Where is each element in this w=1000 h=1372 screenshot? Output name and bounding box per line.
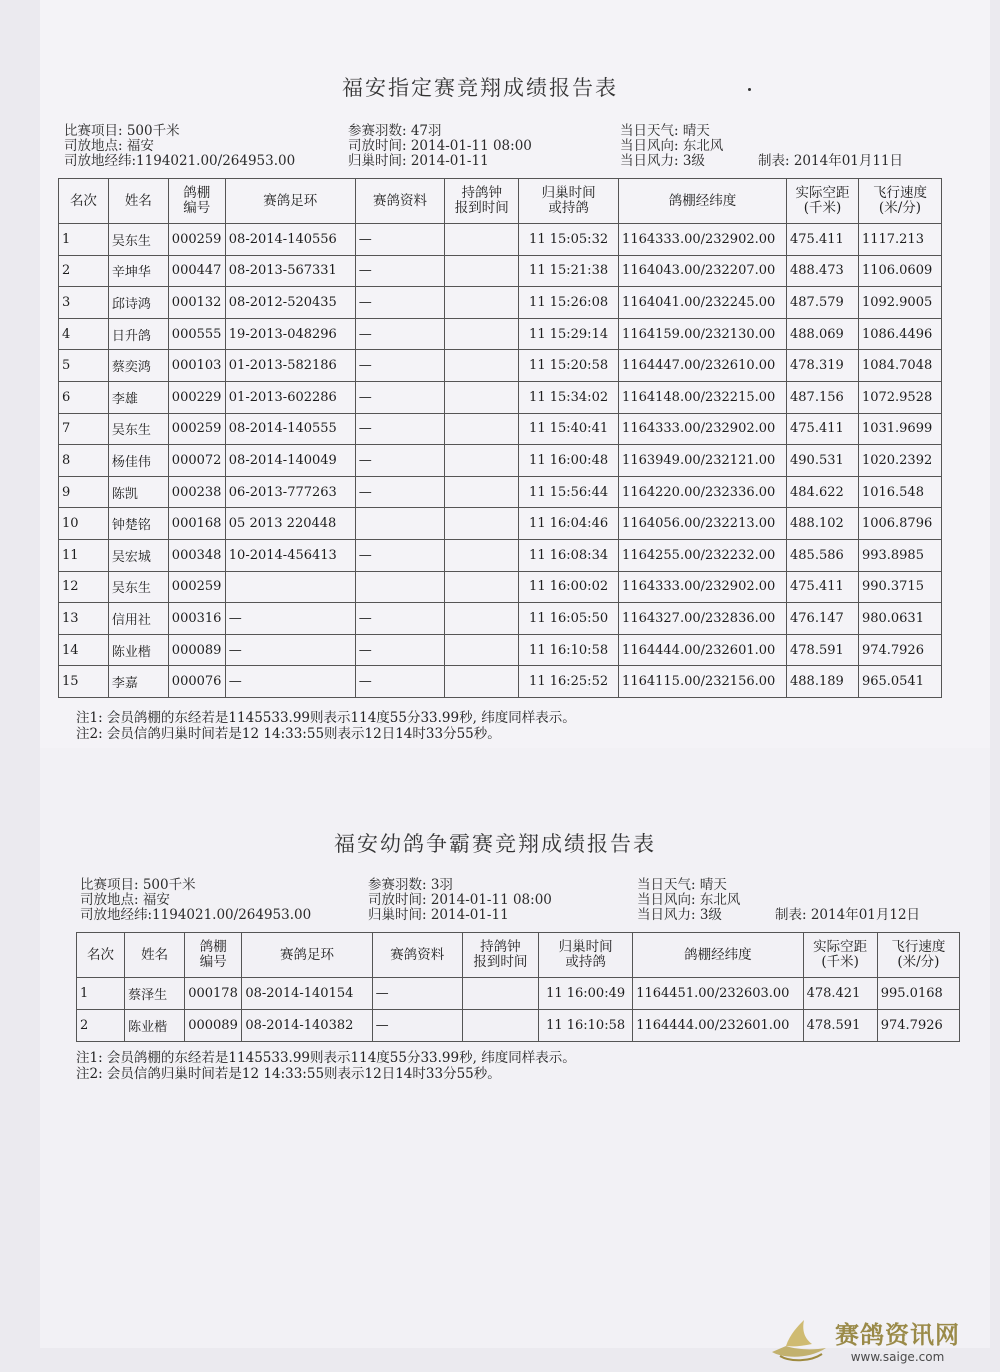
cell-pigeon-info: — — [355, 413, 445, 445]
cell-loft-coords: 1164255.00/232232.00 — [619, 539, 787, 571]
cell-speed: 1092.9005 — [858, 287, 941, 319]
cell-pigeon-info — [355, 571, 445, 603]
cell-ring-number: 08-2014-140154 — [242, 978, 372, 1010]
cell-loft-coords: 1164333.00/232902.00 — [619, 571, 787, 603]
table-row — [59, 666, 942, 698]
cell-distance: 478.421 — [803, 978, 877, 1010]
table-row — [59, 539, 942, 571]
cell-pigeon-info — [355, 508, 445, 540]
cell-ring-number: 10-2014-456413 — [225, 539, 355, 571]
cell-ring-number: — — [225, 666, 355, 698]
cell-distance: 490.531 — [787, 445, 859, 477]
header-loft-coords: 鸽棚经纬度 — [633, 933, 803, 978]
cell-rank: 12 — [59, 571, 109, 603]
cell-loft-number: 000103 — [168, 350, 225, 382]
race-item: 比赛项目: 500千米 — [64, 123, 180, 139]
entries: 参赛羽数: 47羽 — [348, 123, 442, 139]
cell-loft-coords: 1164043.00/232207.00 — [619, 255, 787, 287]
header-clock-time: 持鸽钟 报到时间 — [445, 179, 519, 224]
cell-speed: 974.7926 — [877, 1010, 959, 1042]
cell-clock-time — [445, 350, 519, 382]
cell-return-time: 11 15:29:14 — [519, 318, 619, 350]
cell-speed: 995.0168 — [877, 978, 959, 1010]
table-row — [59, 508, 942, 540]
release-time: 司放时间: 2014-01-11 08:00 — [368, 892, 552, 908]
header-name: 姓名 — [108, 179, 168, 224]
cell-pigeon-info: — — [355, 666, 445, 698]
cell-loft-coords: 1164451.00/232603.00 — [633, 978, 803, 1010]
cell-ring-number: 08-2014-140049 — [225, 445, 355, 477]
cell-return-time: 11 16:00:02 — [519, 571, 619, 603]
cell-loft-number: 000168 — [168, 508, 225, 540]
cell-ring-number: — — [225, 634, 355, 666]
cell-distance: 488.473 — [787, 255, 859, 287]
cell-ring-number: — — [225, 603, 355, 635]
cell-loft-coords: 1164220.00/232336.00 — [619, 476, 787, 508]
cell-ring-number: 05 2013 220448 — [225, 508, 355, 540]
table-row — [59, 255, 942, 287]
table-row — [77, 1010, 960, 1042]
cell-ring-number: 08-2014-140556 — [225, 224, 355, 256]
cell-distance: 475.411 — [787, 571, 859, 603]
header-pigeon-info: 赛鸽资料 — [355, 179, 445, 224]
cell-clock-time — [445, 508, 519, 540]
cell-name: 蔡泽生 — [125, 978, 185, 1010]
cell-pigeon-info: — — [355, 476, 445, 508]
cell-clock-time — [445, 445, 519, 477]
cell-clock-time — [445, 539, 519, 571]
cell-return-time: 11 15:05:32 — [519, 224, 619, 256]
cell-name: 吴东生 — [108, 224, 168, 256]
cell-loft-number: 000076 — [168, 666, 225, 698]
cell-speed: 1031.9699 — [858, 413, 941, 445]
table-row — [59, 445, 942, 477]
release-coords: 司放地经纬:1194021.00/264953.00 — [80, 907, 312, 923]
made-date: 制表: 2014年01月12日 — [775, 907, 921, 923]
cell-return-time: 11 15:21:38 — [519, 255, 619, 287]
header-speed: 飞行速度 (米/分) — [877, 933, 959, 978]
table-row — [59, 476, 942, 508]
cell-speed: 1106.0609 — [858, 255, 941, 287]
table-row — [59, 318, 942, 350]
cell-speed: 1006.8796 — [858, 508, 941, 540]
cell-rank: 2 — [77, 1010, 125, 1042]
cell-pigeon-info: — — [355, 255, 445, 287]
cell-clock-time — [445, 634, 519, 666]
wind-force: 当日风力: 3级 — [620, 153, 705, 169]
watermark-url: www.saige.com — [850, 1350, 945, 1364]
cell-rank: 11 — [59, 539, 109, 571]
cell-clock-time — [445, 476, 519, 508]
cell-loft-coords: 1164333.00/232902.00 — [619, 413, 787, 445]
cell-name: 陈业楷 — [125, 1010, 185, 1042]
cell-name: 李雄 — [108, 381, 168, 413]
cell-name: 杨佳伟 — [108, 445, 168, 477]
cell-rank: 1 — [77, 978, 125, 1010]
release-coords: 司放地经纬:1194021.00/264953.00 — [64, 153, 296, 169]
watermark — [835, 1315, 960, 1364]
cell-return-time: 11 16:10:58 — [539, 1010, 633, 1042]
cell-loft-coords: 1164327.00/232836.00 — [619, 603, 787, 635]
header-rank: 名次 — [77, 933, 125, 978]
cell-loft-number: 000555 — [168, 318, 225, 350]
cell-return-time: 11 15:56:44 — [519, 476, 619, 508]
note-1: 注1: 会员鸽棚的东经若是1145533.99则表示114度55分33.99秒, 纬度同样表示。 — [76, 710, 576, 726]
cell-pigeon-info: — — [372, 1010, 462, 1042]
note-1: 注1: 会员鸽棚的东经若是1145533.99则表示114度55分33.99秒, 纬度同样表示。 — [76, 1050, 576, 1066]
cell-pigeon-info: — — [355, 381, 445, 413]
cell-rank: 5 — [59, 350, 109, 382]
cell-name: 日升鸽 — [108, 318, 168, 350]
cell-distance: 484.622 — [787, 476, 859, 508]
cell-loft-coords: 1164159.00/232130.00 — [619, 318, 787, 350]
pigeon-logo-icon — [768, 1318, 830, 1366]
cell-name: 辛坤华 — [108, 255, 168, 287]
cell-ring-number: 06-2013-777263 — [225, 476, 355, 508]
note-2: 注2: 会员信鸽归巢时间若是12 14:33:55则表示12日14时33分55秒。 — [76, 1066, 501, 1082]
cell-loft-number: 000238 — [168, 476, 225, 508]
cell-loft-number: 000447 — [168, 255, 225, 287]
release-place: 司放地点: 福安 — [80, 892, 170, 908]
header-pigeon-info: 赛鸽资料 — [372, 933, 462, 978]
header-distance: 实际空距 (千米) — [787, 179, 859, 224]
cell-rank: 15 — [59, 666, 109, 698]
cell-speed: 980.0631 — [858, 603, 941, 635]
cell-distance: 478.591 — [787, 634, 859, 666]
cell-pigeon-info: — — [355, 350, 445, 382]
table-row — [59, 634, 942, 666]
table-row — [59, 287, 942, 319]
cell-name: 李嘉 — [108, 666, 168, 698]
cell-speed: 1016.548 — [858, 476, 941, 508]
cell-ring-number: 08-2012-520435 — [225, 287, 355, 319]
race-item: 比赛项目: 500千米 — [80, 877, 196, 893]
cell-distance: 476.147 — [787, 603, 859, 635]
cell-pigeon-info: — — [355, 445, 445, 477]
cell-loft-coords: 1164333.00/232902.00 — [619, 224, 787, 256]
cell-loft-coords: 1163949.00/232121.00 — [619, 445, 787, 477]
cell-rank: 7 — [59, 413, 109, 445]
release-time: 司放时间: 2014-01-11 08:00 — [348, 138, 532, 154]
cell-distance: 487.156 — [787, 381, 859, 413]
results-table — [76, 932, 960, 1042]
table-row — [59, 603, 942, 635]
cell-speed: 1086.4496 — [858, 318, 941, 350]
table-row — [59, 350, 942, 382]
return-time: 归巢时间: 2014-01-11 — [368, 907, 509, 923]
report-title: 福安指定赛竞翔成绩报告表 — [342, 76, 618, 100]
cell-name: 邱诗鸿 — [108, 287, 168, 319]
cell-clock-time — [445, 381, 519, 413]
cell-rank: 8 — [59, 445, 109, 477]
cell-return-time: 11 16:05:50 — [519, 603, 619, 635]
cell-distance: 488.069 — [787, 318, 859, 350]
cell-name: 陈业楷 — [108, 634, 168, 666]
weather: 当日天气: 晴天 — [620, 123, 710, 139]
cell-speed: 1117.213 — [858, 224, 941, 256]
header-ring-number: 赛鸽足环 — [242, 933, 372, 978]
release-place: 司放地点: 福安 — [64, 138, 154, 154]
cell-name: 钟楚铭 — [108, 508, 168, 540]
cell-loft-number: 000259 — [168, 224, 225, 256]
cell-speed: 1084.7048 — [858, 350, 941, 382]
cell-rank: 1 — [59, 224, 109, 256]
cell-return-time: 11 16:10:58 — [519, 634, 619, 666]
header-clock-time: 持鸽钟 报到时间 — [462, 933, 538, 978]
cell-ring-number: 01-2013-582186 — [225, 350, 355, 382]
speck — [748, 88, 751, 91]
cell-loft-coords: 1164056.00/232213.00 — [619, 508, 787, 540]
cell-return-time: 11 15:26:08 — [519, 287, 619, 319]
cell-clock-time — [445, 224, 519, 256]
cell-ring-number: 08-2014-140382 — [242, 1010, 372, 1042]
cell-loft-number: 000132 — [168, 287, 225, 319]
header-loft-coords: 鸽棚经纬度 — [619, 179, 787, 224]
table-header-row — [59, 179, 942, 224]
cell-name: 吴东生 — [108, 571, 168, 603]
cell-name: 信用社 — [108, 603, 168, 635]
made-date: 制表: 2014年01月11日 — [758, 153, 904, 169]
header-ring-number: 赛鸽足环 — [225, 179, 355, 224]
cell-loft-number: 000089 — [168, 634, 225, 666]
table-row — [59, 413, 942, 445]
cell-rank: 2 — [59, 255, 109, 287]
cell-return-time: 11 16:00:49 — [539, 978, 633, 1010]
cell-loft-number: 000229 — [168, 381, 225, 413]
cell-speed: 1020.2392 — [858, 445, 941, 477]
cell-rank: 6 — [59, 381, 109, 413]
cell-pigeon-info: — — [355, 634, 445, 666]
wind-force: 当日风力: 3级 — [637, 907, 722, 923]
cell-clock-time — [445, 603, 519, 635]
report-sheet-1 — [40, 0, 990, 748]
header-speed: 飞行速度 (米/分) — [858, 179, 941, 224]
cell-clock-time — [445, 571, 519, 603]
cell-loft-coords: 1164444.00/232601.00 — [619, 634, 787, 666]
cell-loft-coords: 1164148.00/232215.00 — [619, 381, 787, 413]
cell-return-time: 11 16:04:46 — [519, 508, 619, 540]
cell-speed: 990.3715 — [858, 571, 941, 603]
cell-return-time: 11 16:25:52 — [519, 666, 619, 698]
cell-distance: 488.102 — [787, 508, 859, 540]
table-row — [59, 381, 942, 413]
entries: 参赛羽数: 3羽 — [368, 877, 453, 893]
cell-distance: 478.591 — [803, 1010, 877, 1042]
cell-loft-number: 000316 — [168, 603, 225, 635]
cell-pigeon-info: — — [355, 224, 445, 256]
header-return-time: 归巢时间 或持鸽 — [539, 933, 633, 978]
table-header-row — [77, 933, 960, 978]
cell-clock-time — [445, 666, 519, 698]
cell-clock-time — [462, 978, 538, 1010]
watermark-name: 赛鸽资讯网 — [835, 1321, 960, 1349]
table-row — [59, 571, 942, 603]
cell-return-time: 11 15:40:41 — [519, 413, 619, 445]
cell-speed: 1072.9528 — [858, 381, 941, 413]
cell-rank: 4 — [59, 318, 109, 350]
table-row — [77, 978, 960, 1010]
cell-loft-coords: 1164041.00/232245.00 — [619, 287, 787, 319]
cell-clock-time — [445, 413, 519, 445]
cell-return-time: 11 16:08:34 — [519, 539, 619, 571]
cell-loft-number: 000348 — [168, 539, 225, 571]
header-rank: 名次 — [59, 179, 109, 224]
results-table — [58, 178, 942, 698]
cell-name: 吴宏城 — [108, 539, 168, 571]
cell-pigeon-info: — — [372, 978, 462, 1010]
wind-direction: 当日风向: 东北风 — [637, 892, 741, 908]
cell-pigeon-info: — — [355, 603, 445, 635]
cell-speed: 993.8985 — [858, 539, 941, 571]
cell-distance: 475.411 — [787, 224, 859, 256]
return-time: 归巢时间: 2014-01-11 — [348, 153, 489, 169]
cell-distance: 488.189 — [787, 666, 859, 698]
cell-ring-number: 19-2013-048296 — [225, 318, 355, 350]
cell-speed: 965.0541 — [858, 666, 941, 698]
cell-ring-number: 01-2013-602286 — [225, 381, 355, 413]
cell-ring-number — [225, 571, 355, 603]
cell-pigeon-info: — — [355, 539, 445, 571]
cell-pigeon-info: — — [355, 287, 445, 319]
cell-name: 蔡奕鸿 — [108, 350, 168, 382]
cell-rank: 9 — [59, 476, 109, 508]
cell-clock-time — [445, 255, 519, 287]
header-loft-number: 鸽棚 编号 — [185, 933, 242, 978]
cell-clock-time — [445, 318, 519, 350]
cell-loft-number: 000259 — [168, 571, 225, 603]
cell-clock-time — [445, 287, 519, 319]
cell-rank: 14 — [59, 634, 109, 666]
cell-rank: 10 — [59, 508, 109, 540]
cell-loft-number: 000259 — [168, 413, 225, 445]
cell-return-time: 11 16:00:48 — [519, 445, 619, 477]
report-sheet-2 — [40, 748, 990, 1348]
cell-distance: 485.586 — [787, 539, 859, 571]
cell-rank: 3 — [59, 287, 109, 319]
note-2: 注2: 会员信鸽归巢时间若是12 14:33:55则表示12日14时33分55秒。 — [76, 726, 501, 742]
cell-loft-coords: 1164447.00/232610.00 — [619, 350, 787, 382]
weather: 当日天气: 晴天 — [637, 877, 727, 893]
cell-name: 陈凯 — [108, 476, 168, 508]
report-title: 福安幼鸽争霸赛竞翔成绩报告表 — [334, 832, 656, 856]
cell-ring-number: 08-2014-140555 — [225, 413, 355, 445]
cell-loft-coords: 1164115.00/232156.00 — [619, 666, 787, 698]
cell-rank: 13 — [59, 603, 109, 635]
cell-distance: 475.411 — [787, 413, 859, 445]
cell-name: 吴东生 — [108, 413, 168, 445]
cell-speed: 974.7926 — [858, 634, 941, 666]
cell-clock-time — [462, 1010, 538, 1042]
cell-distance: 478.319 — [787, 350, 859, 382]
cell-ring-number: 08-2013-567331 — [225, 255, 355, 287]
header-loft-number: 鸽棚 编号 — [168, 179, 225, 224]
cell-distance: 487.579 — [787, 287, 859, 319]
cell-pigeon-info: — — [355, 318, 445, 350]
header-name: 姓名 — [125, 933, 185, 978]
cell-loft-number: 000072 — [168, 445, 225, 477]
cell-return-time: 11 15:20:58 — [519, 350, 619, 382]
cell-loft-number: 000178 — [185, 978, 242, 1010]
cell-loft-number: 000089 — [185, 1010, 242, 1042]
cell-loft-coords: 1164444.00/232601.00 — [633, 1010, 803, 1042]
header-distance: 实际空距 (千米) — [803, 933, 877, 978]
wind-direction: 当日风向: 东北风 — [620, 138, 724, 154]
header-return-time: 归巢时间 或持鸽 — [519, 179, 619, 224]
cell-return-time: 11 15:34:02 — [519, 381, 619, 413]
table-row — [59, 224, 942, 256]
